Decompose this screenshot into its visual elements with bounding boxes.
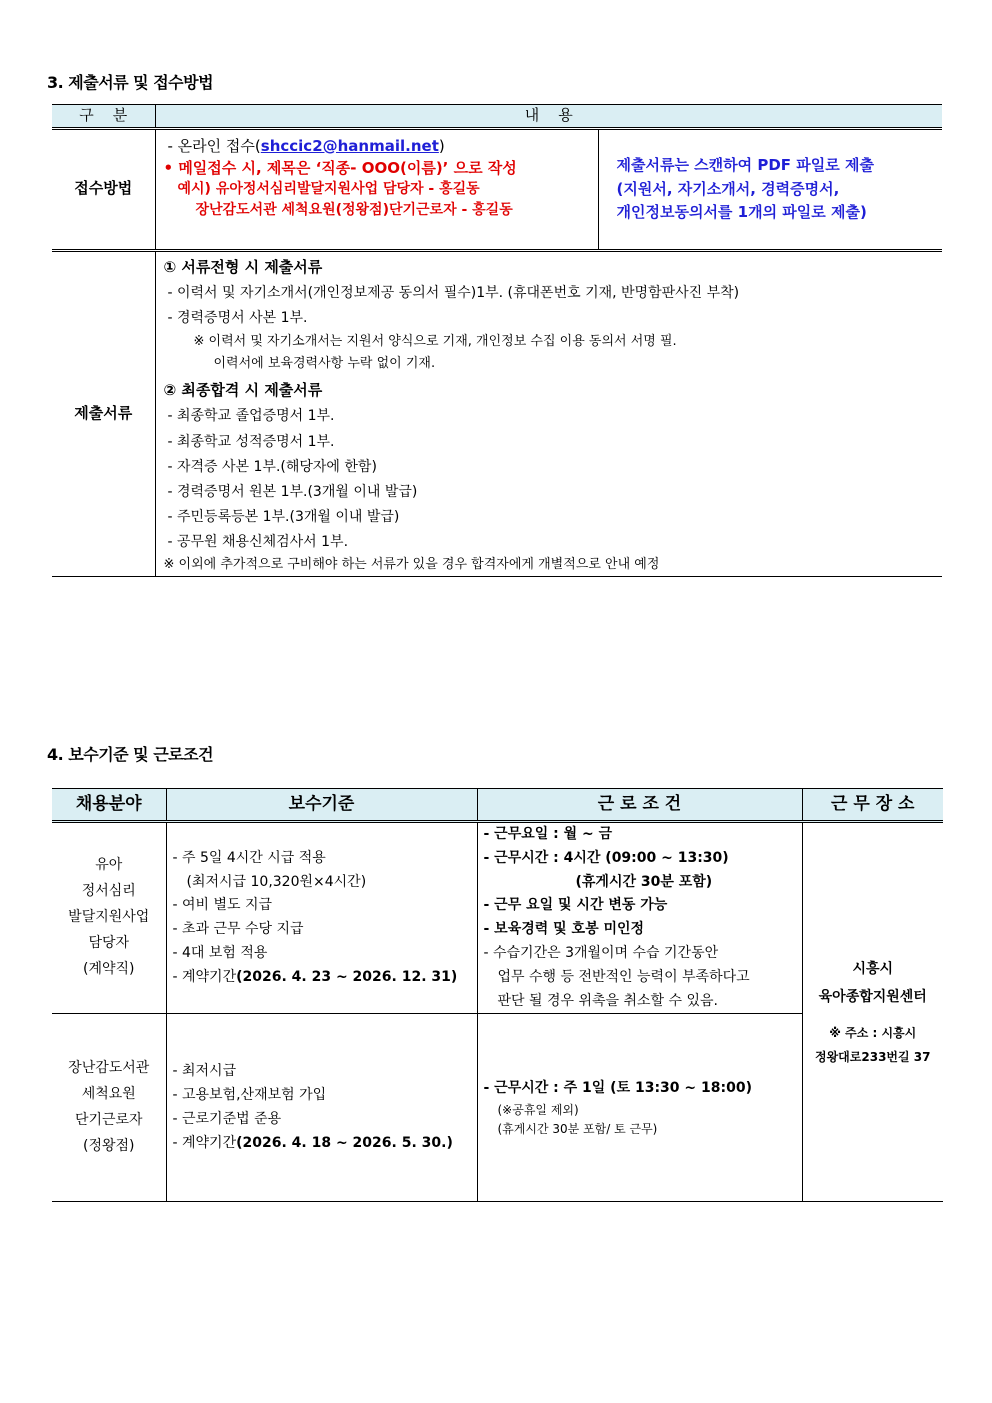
header-field: 채용분야 — [52, 789, 166, 822]
field-text: 단기근로자 — [74, 1111, 143, 1128]
contract-period: (2026. 4. 23 ~ 2026. 12. 31) — [236, 968, 458, 985]
pay-line: - 근로기준법 준용 — [172, 1110, 282, 1127]
doc-line: - 경력증명서 사본 1부. — [167, 309, 308, 326]
header-content: 내 용 — [155, 105, 942, 129]
doc-note: ※ 이력서 및 자기소개서는 지원서 양식으로 기재, 개인정보 수집 이용 동의서 서명 필. — [193, 334, 677, 350]
place-name: 육아종합지원센터 — [818, 989, 927, 1006]
field-text: 담당자 — [88, 935, 130, 952]
condition-line: - 수습기간은 3개월이며 수습 기간동안 — [483, 944, 719, 961]
field-text: (정왕점) — [83, 1137, 135, 1154]
header-category: 구 분 — [52, 105, 155, 129]
doc-line: - 자격증 사본 1부.(해당자에 한함) — [167, 458, 377, 475]
field-text: 발달지원사업 — [68, 909, 150, 926]
condition-line: (휴게시간 30분 포함/ 토 근무) — [497, 1121, 658, 1136]
section3-title: 3. 제출서류 및 접수방법 — [47, 73, 214, 92]
documents-details — [155, 250, 942, 576]
pay-line: - 고용보험,산재보험 가입 — [172, 1087, 327, 1104]
pay-line: - 여비 별도 지급 — [172, 897, 273, 914]
doc-line: - 주민등록등본 1부.(3개월 이내 발급) — [167, 509, 400, 526]
contract-period: (2026. 4. 18 ~ 2026. 5. 30.) — [236, 1134, 453, 1151]
pay-line: - 주 5일 4시간 시급 적용 — [172, 849, 326, 866]
field-text: (계약직) — [83, 961, 135, 978]
doc-line: - 최종학교 졸업증명서 1부. — [167, 408, 335, 425]
section4-title: 4. 보수기준 및 근로조건 — [47, 745, 214, 764]
field-cell-2 — [52, 1014, 166, 1202]
place-address: ※ 주소 : 시흥시 — [829, 1026, 917, 1041]
final-heading: ② 최종합격 시 제출서류 — [163, 381, 323, 400]
header-pay: 보수기준 — [166, 789, 477, 822]
pay-cell-2 — [166, 1014, 477, 1202]
conditions-cell-2 — [477, 1014, 802, 1202]
pay-line: - 초과 근무 수당 지급 — [172, 921, 304, 938]
header-conditions: 근 로 조 건 — [477, 789, 802, 822]
condition-line: - 근무요일 : 월 ~ 금 — [483, 826, 613, 842]
condition-line: (휴게시간 30분 포함) — [575, 873, 713, 890]
work-place-cell — [802, 822, 943, 1202]
field-text: 유아 — [95, 857, 123, 874]
condition-line: 판단 될 경우 위촉을 취소할 수 있음. — [497, 992, 718, 1009]
reception-note — [598, 128, 942, 250]
pay-cell-1 — [166, 822, 477, 1014]
reception-details — [155, 128, 598, 250]
doc-line: - 공무원 채용신체검사서 1부. — [167, 534, 349, 551]
note-line-1: 제출서류는 스캔하여 PDF 파일로 제출 — [616, 156, 874, 175]
header-place: 근 무 장 소 — [802, 789, 943, 822]
condition-line: - 근무 요일 및 시간 변동 가능 — [483, 897, 668, 914]
condition-line: - 보육경력 및 호봉 미인정 — [483, 921, 645, 938]
note-line-2: (지원서, 자기소개서, 경력증명서, — [616, 179, 840, 198]
pay-line: - 계약기간 — [172, 1134, 237, 1151]
field-text: 세척요원 — [81, 1085, 136, 1102]
place-name: 시흥시 — [852, 961, 894, 978]
place-address: 정왕대로233번길 37 — [815, 1050, 931, 1065]
pay-line: - 4대 보험 적용 — [172, 944, 268, 961]
submission-table — [52, 104, 942, 577]
doc-line: - 최종학교 성적증명서 1부. — [167, 433, 335, 450]
doc-footnote: ※ 이외에 추가적으로 구비해야 하는 서류가 있을 경우 합격자에게 개별적으로 안내 예정 — [163, 557, 660, 573]
email-link[interactable]: shccic2@hanmail.net — [260, 136, 439, 155]
bullet-icon: • — [163, 158, 174, 177]
field-text: 정서심리 — [81, 883, 136, 900]
online-prefix: - 온라인 접수( — [167, 136, 261, 155]
example-line-2: 장난감도서관 세척요원(정왕점)단기근로자 - 홍길동 — [195, 201, 513, 218]
doc-line: - 경력증명서 원본 1부.(3개월 이내 발급) — [167, 483, 418, 500]
condition-line: (※공휴일 제외) — [497, 1102, 579, 1117]
note-line-3: 개인정보동의서를 1개의 파일로 제출) — [616, 202, 867, 221]
example-line-1: 예시) 유아정서심리발달지원사업 담당자 - 홍길동 — [177, 181, 480, 198]
pay-line: - 최저시급 — [172, 1063, 237, 1080]
pay-conditions-table — [52, 788, 943, 1202]
condition-line: 업무 수행 등 전반적인 능력이 부족하다고 — [497, 968, 750, 985]
doc-note: 이력서에 보육경력사항 누락 없이 기재. — [213, 356, 436, 372]
condition-line: - 근무시간 : 주 1일 (토 13:30 ~ 18:00) — [483, 1079, 752, 1096]
field-cell-1 — [52, 822, 166, 1014]
field-text: 장난감도서관 — [68, 1060, 150, 1077]
doc-line: - 이력서 및 자기소개서(개인정보제공 동의서 필수)1부. (휴대폰번호 기재, 반명함판사진 부착) — [167, 284, 740, 301]
documents-label: 제출서류 — [52, 250, 155, 576]
conditions-cell-1 — [477, 822, 802, 1014]
reception-label: 접수방법 — [52, 128, 155, 250]
mail-line: 메일접수 시, 제목은 ‘직종- OOO(이름)’ 으로 작성 — [173, 158, 517, 177]
condition-line: - 근무시간 : 4시간 (09:00 ~ 13:30) — [483, 849, 729, 866]
pay-line: - 계약기간 — [172, 968, 237, 985]
screening-heading: ① 서류전형 시 제출서류 — [163, 257, 323, 276]
online-suffix: ) — [438, 136, 445, 155]
pay-line: (최저시급 10,320원×4시간) — [186, 873, 367, 890]
